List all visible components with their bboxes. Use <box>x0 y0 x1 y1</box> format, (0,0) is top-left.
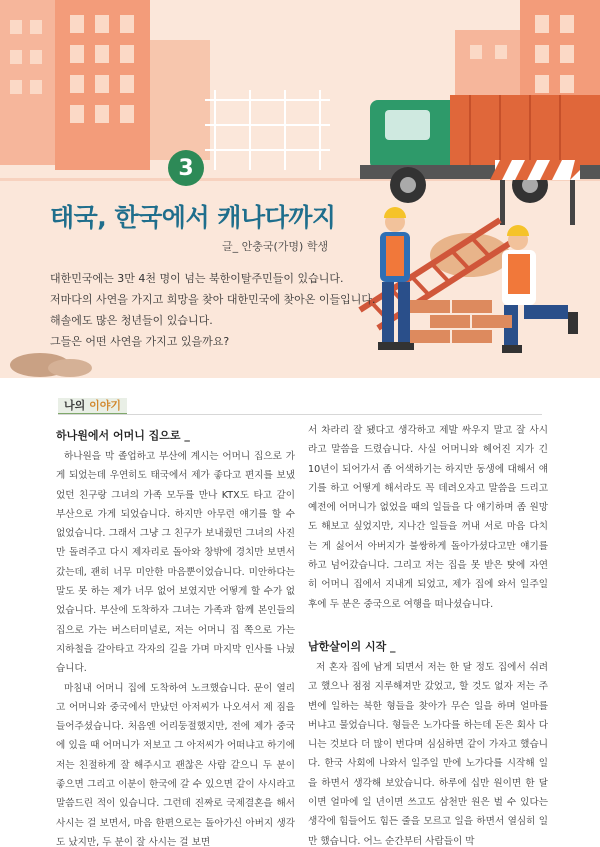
article-paragraph: 마침내 어머니 집에 도착하여 노크했습니다. 문이 열리고 어머니와 중국에서 만났던 아저씨가 나오셔서 제 짐을 들어주셨습니다. 처음엔 어리둥절했지만, 전에 제가 중국에 있을 때 어머니가 저보고 그 아저씨가 어떠냐고 하기에 저는 친절하게 잘 해주시고 괜찮은 사람 같으니 두 분이 좋으면 그리고 이분이 한국에 갈 수 있으면 같이 사시라고 말씀드린 적이 있습니다. 그런데 진짜로 국제결혼을 해서 사시는 걸 보면서, 마음 한편으로는 돌아가신 아버지 생각도 났지만, 두 분이 잘 사시는 걸 보면 <box>56 682 295 847</box>
section-tag-plain: 나의 <box>64 399 90 412</box>
scaffolding <box>205 90 330 170</box>
intro-line: 저마다의 사연을 가지고 희망을 찾아 대한민국에 찾아온 이들입니다. <box>50 293 376 306</box>
intro-line: 해솔에도 많은 청년들이 있습니다. <box>50 314 213 327</box>
article-subheading: 남한살이의 시작 _ <box>308 639 396 653</box>
article-subheading: 하나원에서 어머니 집으로 _ <box>56 429 190 442</box>
intro-line: 그들은 어떤 사연을 가지고 있을까요? <box>50 335 230 348</box>
header-illustration <box>0 0 600 378</box>
section-tag <box>58 398 127 415</box>
section-tag-accent: 이야기 <box>89 399 121 412</box>
section-divider <box>58 414 542 415</box>
article-paragraph: 서 차라리 잘 됐다고 생각하고 제발 싸우지 말고 잘 사시라고 말씀을 드렸습니다. 사실 어머니와 헤어진 지가 긴 10년이 되어가서 좀 어색하기는 하지만 동생에 대해서 얘기를 하고 어떻게 해서라도 꼭 데려오자고 말씀을 드리고 예전에 어머니가 없었을 때의 일들을 다 얘기하며 좀 원망도 해보고 싶었지만, 지나간 일들을 꺼내 서로 마음 다치는 게 싫어서 아버지가 불쌍하게 돌아가셨다고만 얘기를 하고 넘어갔습니다. 그리고 저는 집을 못 받은 탓에 자연히 어머니 집에서 지내게 되었고, 제가 집에 와서 일주일 후에 두 분은 중국으로 여행을 떠나셨습니다. <box>308 425 548 610</box>
intro-text <box>50 268 380 352</box>
intro-line: 대한민국에는 3만 4천 명이 넘는 북한이탈주민들이 있습니다. <box>50 272 344 285</box>
chapter-number-badge: 3 <box>168 150 204 186</box>
building-mid <box>150 40 210 160</box>
page-title: 태국, 한국에서 캐나다까지 <box>50 203 336 232</box>
article-column-left <box>56 421 295 847</box>
author-byline: 글_ 안충국(가명) 학생 <box>222 240 329 253</box>
article-paragraph: 저 혼자 집에 남게 되면서 저는 한 달 정도 집에서 쉬려고 했으나 점점 지루해져만 갔었고, 할 것도 없자 저는 주변에 일하는 북한 형들을 찾아가 무슨 일을 하며 얼마를 버냐고 물었습니다. 형들은 노가다를 하는데 돈은 회사 다니는 것보다 더 많이 번다며 심심하면 같이 가자고 했습니다. 한국 사회에 나와서 일주일 만에 노가다를 시작해 일을 하면서 생각해 보았습니다. 하루에 십만 원이면 한 달이면 얼마에 일 년이면 쓰고도 삼천만 원은 벌 수 있다는 생각에 힘들어도 힘든 줄을 모르고 일을 하면서 열심히 일만 했습니다. 어느 순간부터 사람들이 막 <box>308 661 548 847</box>
article-paragraph: 하나원을 막 졸업하고 부산에 계시는 어머니 집으로 가게 되었는데 우연히도 태국에서 제가 좋다고 편지를 보냈었던 친구랑 그녀의 가족 모두를 만나 KTX도 타고 같이 부산으로 가게 되었습니다. 하지만 아무런 얘기를 할 수 없었습니다. 그래서 그냥 그 친구가 보내줬던 그녀의 사진만 돌려주고 다시 제자리로 돌아와 창밖에 경치만 보면서 갔는데, 괜히 너무 미안한 마음뿐이었습니다. 미안하다는 말도 못 하는 제가 너무 없어 보였지만 어떻게 할 수가 없었습니다. 부산에 도착하자 그녀는 가족과 함께 본인들의 집으로 가는 버스터미널로, 저는 어머니 집 쪽으로 가는 지하철을 갈아타고 각자의 길을 가며 마지막 인사를 나눴습니다. <box>56 451 295 675</box>
article-column-right <box>308 421 548 847</box>
